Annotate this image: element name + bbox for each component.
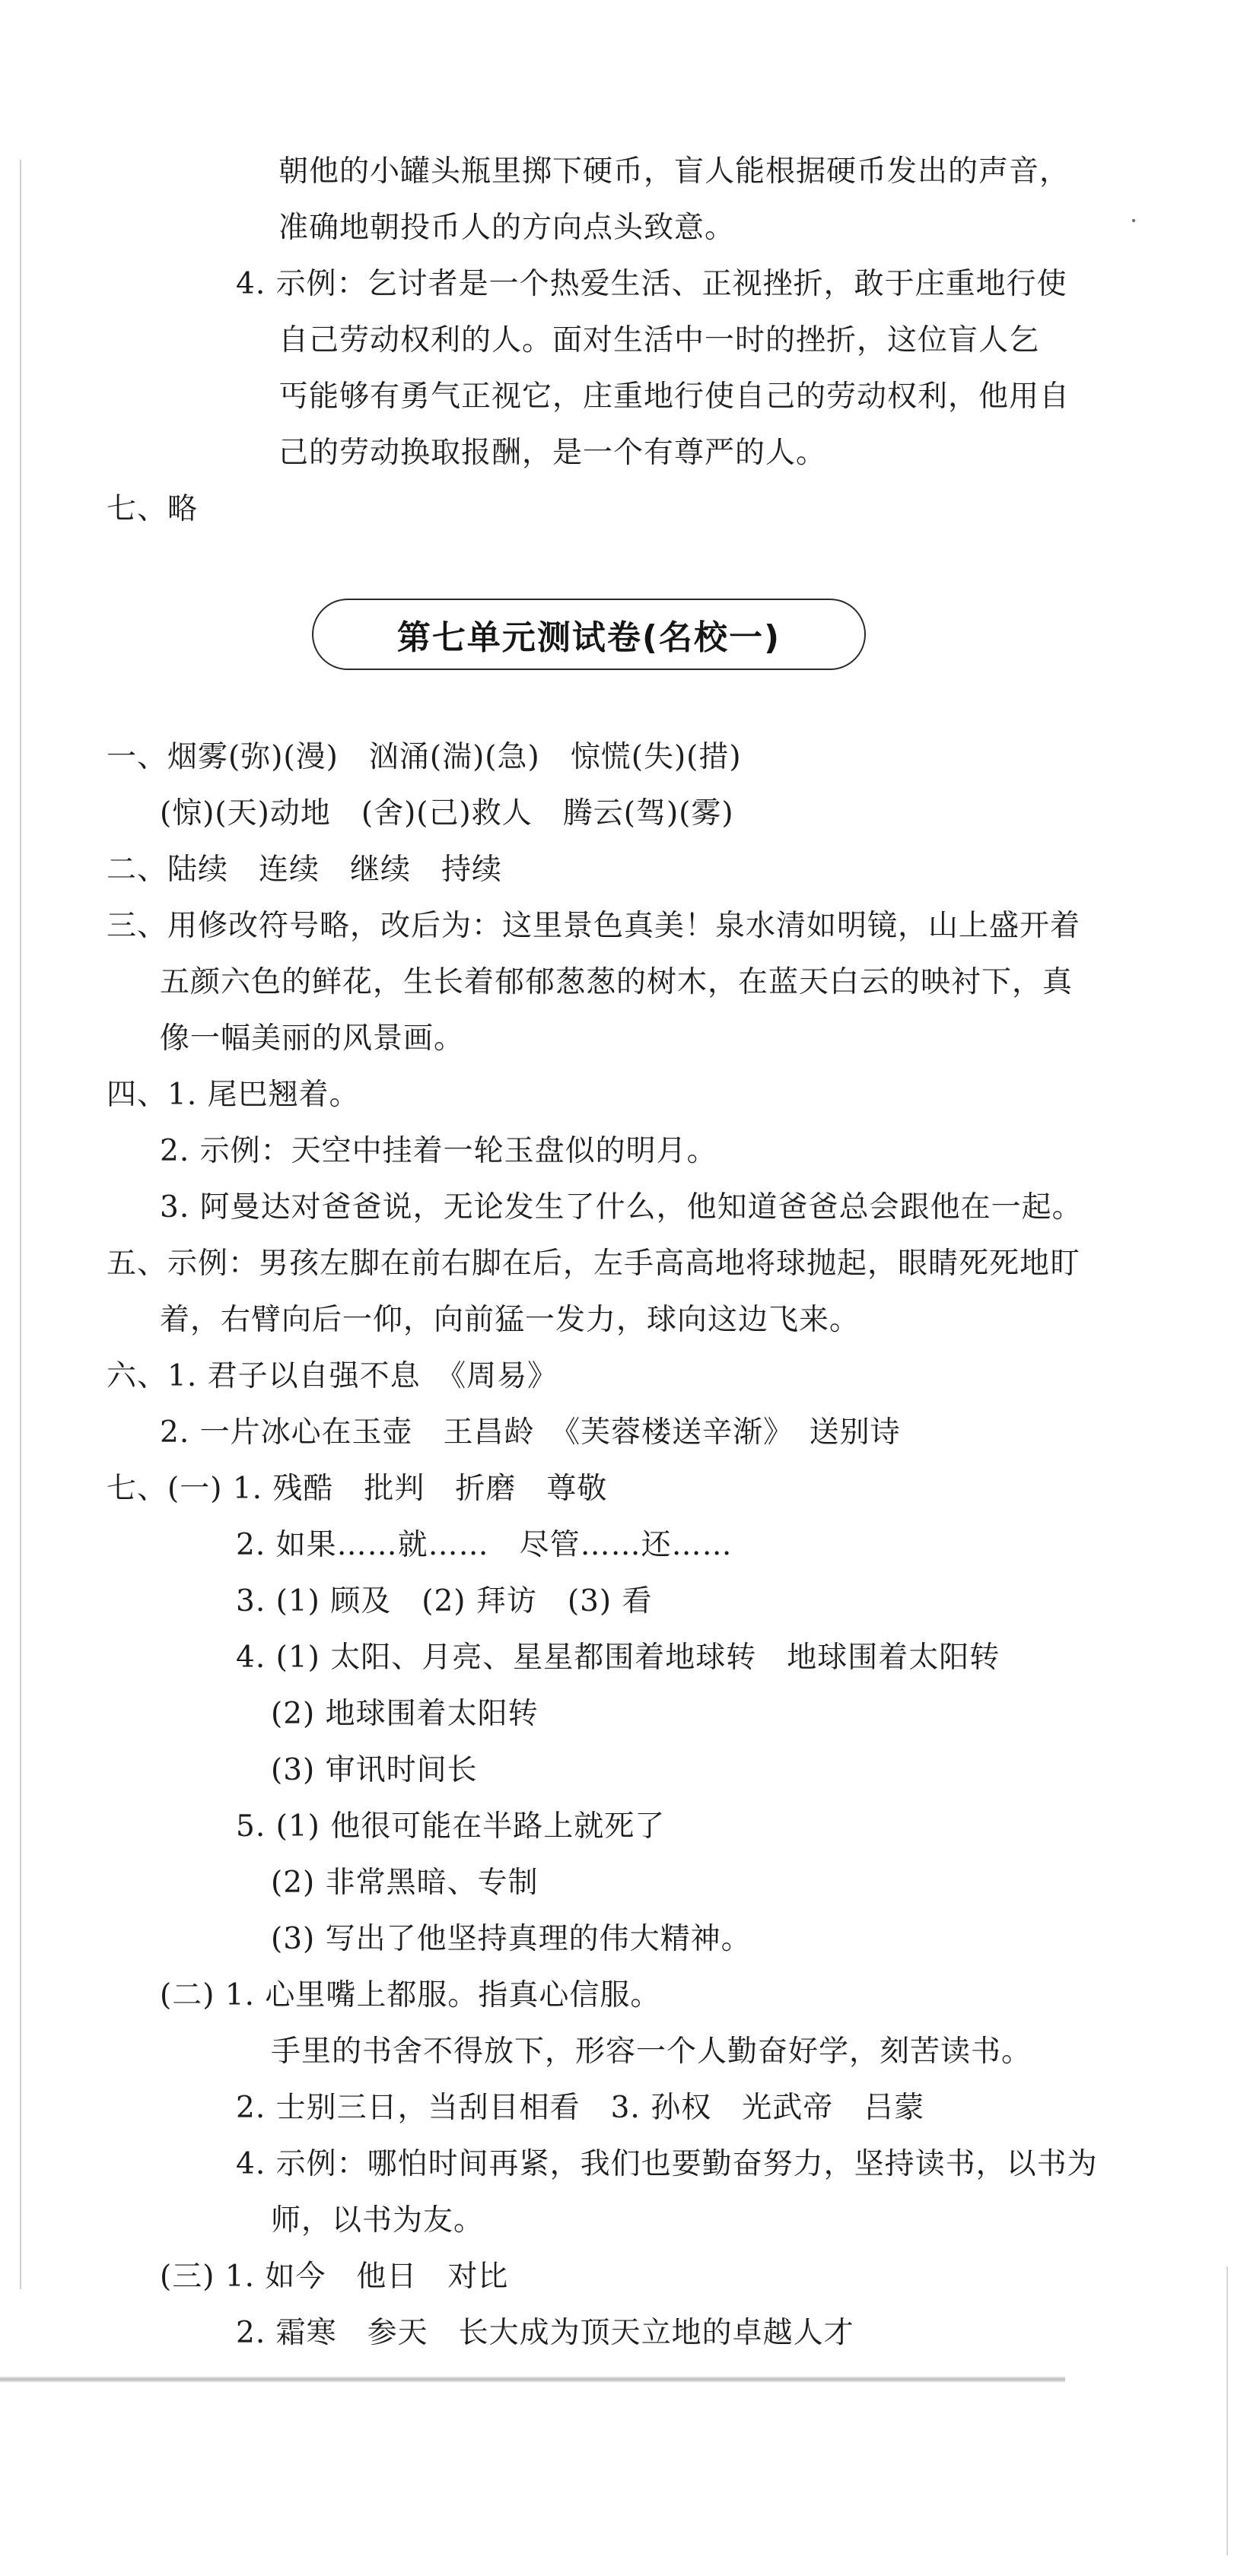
answer-line: 5. (1) 他很可能在半路上就死了 [236,1809,666,1844]
answer-line: 自己劳动权利的人。面对生活中一时的挫折，这位盲人乞 [278,323,1040,357]
answer-line: 2. 士别三日，当刮目相看 3. 孙权 光武帝 吕蒙 [236,2091,925,2125]
answer-line: (3) 审讯时间长 [271,1753,478,1787]
answer-line: (三) 1. 如今 他日 对比 [160,2260,509,2294]
answer-line: 2. 一片冰心在玉壶 王昌龄 《芙蓉楼送辛渐》 送别诗 [160,1415,901,1450]
bottom-divider [0,2377,1065,2382]
answer-line: 2. 如果……就…… 尽管……还…… [236,1528,733,1562]
left-margin-line [20,160,21,2289]
answer-line: (2) 非常黑暗、专制 [271,1866,539,1900]
answer-line: 3. 阿曼达对爸爸说，无论发生了什么，他知道爸爸总会跟他在一起。 [160,1190,1083,1224]
right-margin-line [1226,2266,1228,2555]
answer-line: 2. 示例：天空中挂着一轮玉盘似的明月。 [160,1134,717,1168]
answer-line: (3) 写出了他坚持真理的伟大精神。 [271,1922,752,1956]
answer-line: 朝他的小罐头瓶里掷下硬币，盲人能根据硬币发出的声音， [278,154,1070,189]
answer-line: 手里的书舍不得放下，形容一个人勤奋好学，刻苦读书。 [271,2034,1032,2069]
answer-line: 4. 示例：哪怕时间再紧，我们也要勤奋努力，坚持读书，以书为 [236,2147,1098,2181]
answer-line: 五、示例：男孩左脚在前右脚在后，左手高高地将球抛起，眼睛死死地盯 [107,1247,1081,1281]
answer-line: 四、1. 尾巴翘着。 [107,1078,360,1112]
answer-line: 2. 霜寒 参天 长大成为顶天立地的卓越人才 [236,2316,854,2350]
answer-line: 准确地朝投币人的方向点头致意。 [278,211,736,245]
answer-line: (惊)(天)动地 (舍)(己)救人 腾云(驾)(雾) [160,796,734,831]
answer-line: 4. 示例：乞讨者是一个热爱生活、正视挫折，敢于庄重地行使 [236,267,1067,301]
answer-line: (2) 地球围着太阳转 [271,1697,539,1731]
answer-line: 己的劳动换取报酬，是一个有尊严的人。 [278,436,827,470]
answer-line: 六、1. 君子以自强不息 《周易》 [107,1359,558,1393]
answer-line: 二、陆续 连续 继续 持续 [107,853,503,887]
scan-speck [1132,219,1135,222]
answer-line: 像一幅美丽的风景画。 [160,1021,465,1056]
answer-line: 七、(一) 1. 残酷 批判 折磨 尊敬 [107,1472,608,1506]
answer-line: 一、烟雾(弥)(漫) 汹涌(湍)(急) 惊慌(失)(措) [107,740,742,774]
answer-line: 丐能够有勇气正视它，庄重地行使自己的劳动权利，他用自 [278,380,1070,414]
answer-line: 师，以书为友。 [271,2203,485,2238]
answer-line: (二) 1. 心里嘴上都服。指真心信服。 [160,1978,661,2012]
answer-line: 五颜六色的鲜花，生长着郁郁葱葱的树木，在蓝天白云的映衬下，真 [160,965,1074,999]
answer-line: 七、略 [107,492,199,526]
section-title-box [312,599,866,670]
answer-line: 4. (1) 太阳、月亮、星星都围着地球转 地球围着太阳转 [236,1641,1000,1675]
answer-line: 三、用修改符号略，改后为：这里景色真美！泉水清如明镜，山上盛开着 [107,909,1081,943]
answer-line: 3. (1) 顾及 (2) 拜访 (3) 看 [236,1584,653,1618]
section-title: 第七单元测试卷(名校一) [396,618,781,657]
answer-line: 着，右臂向后一仰，向前猛一发力，球向这边飞来。 [160,1303,860,1337]
